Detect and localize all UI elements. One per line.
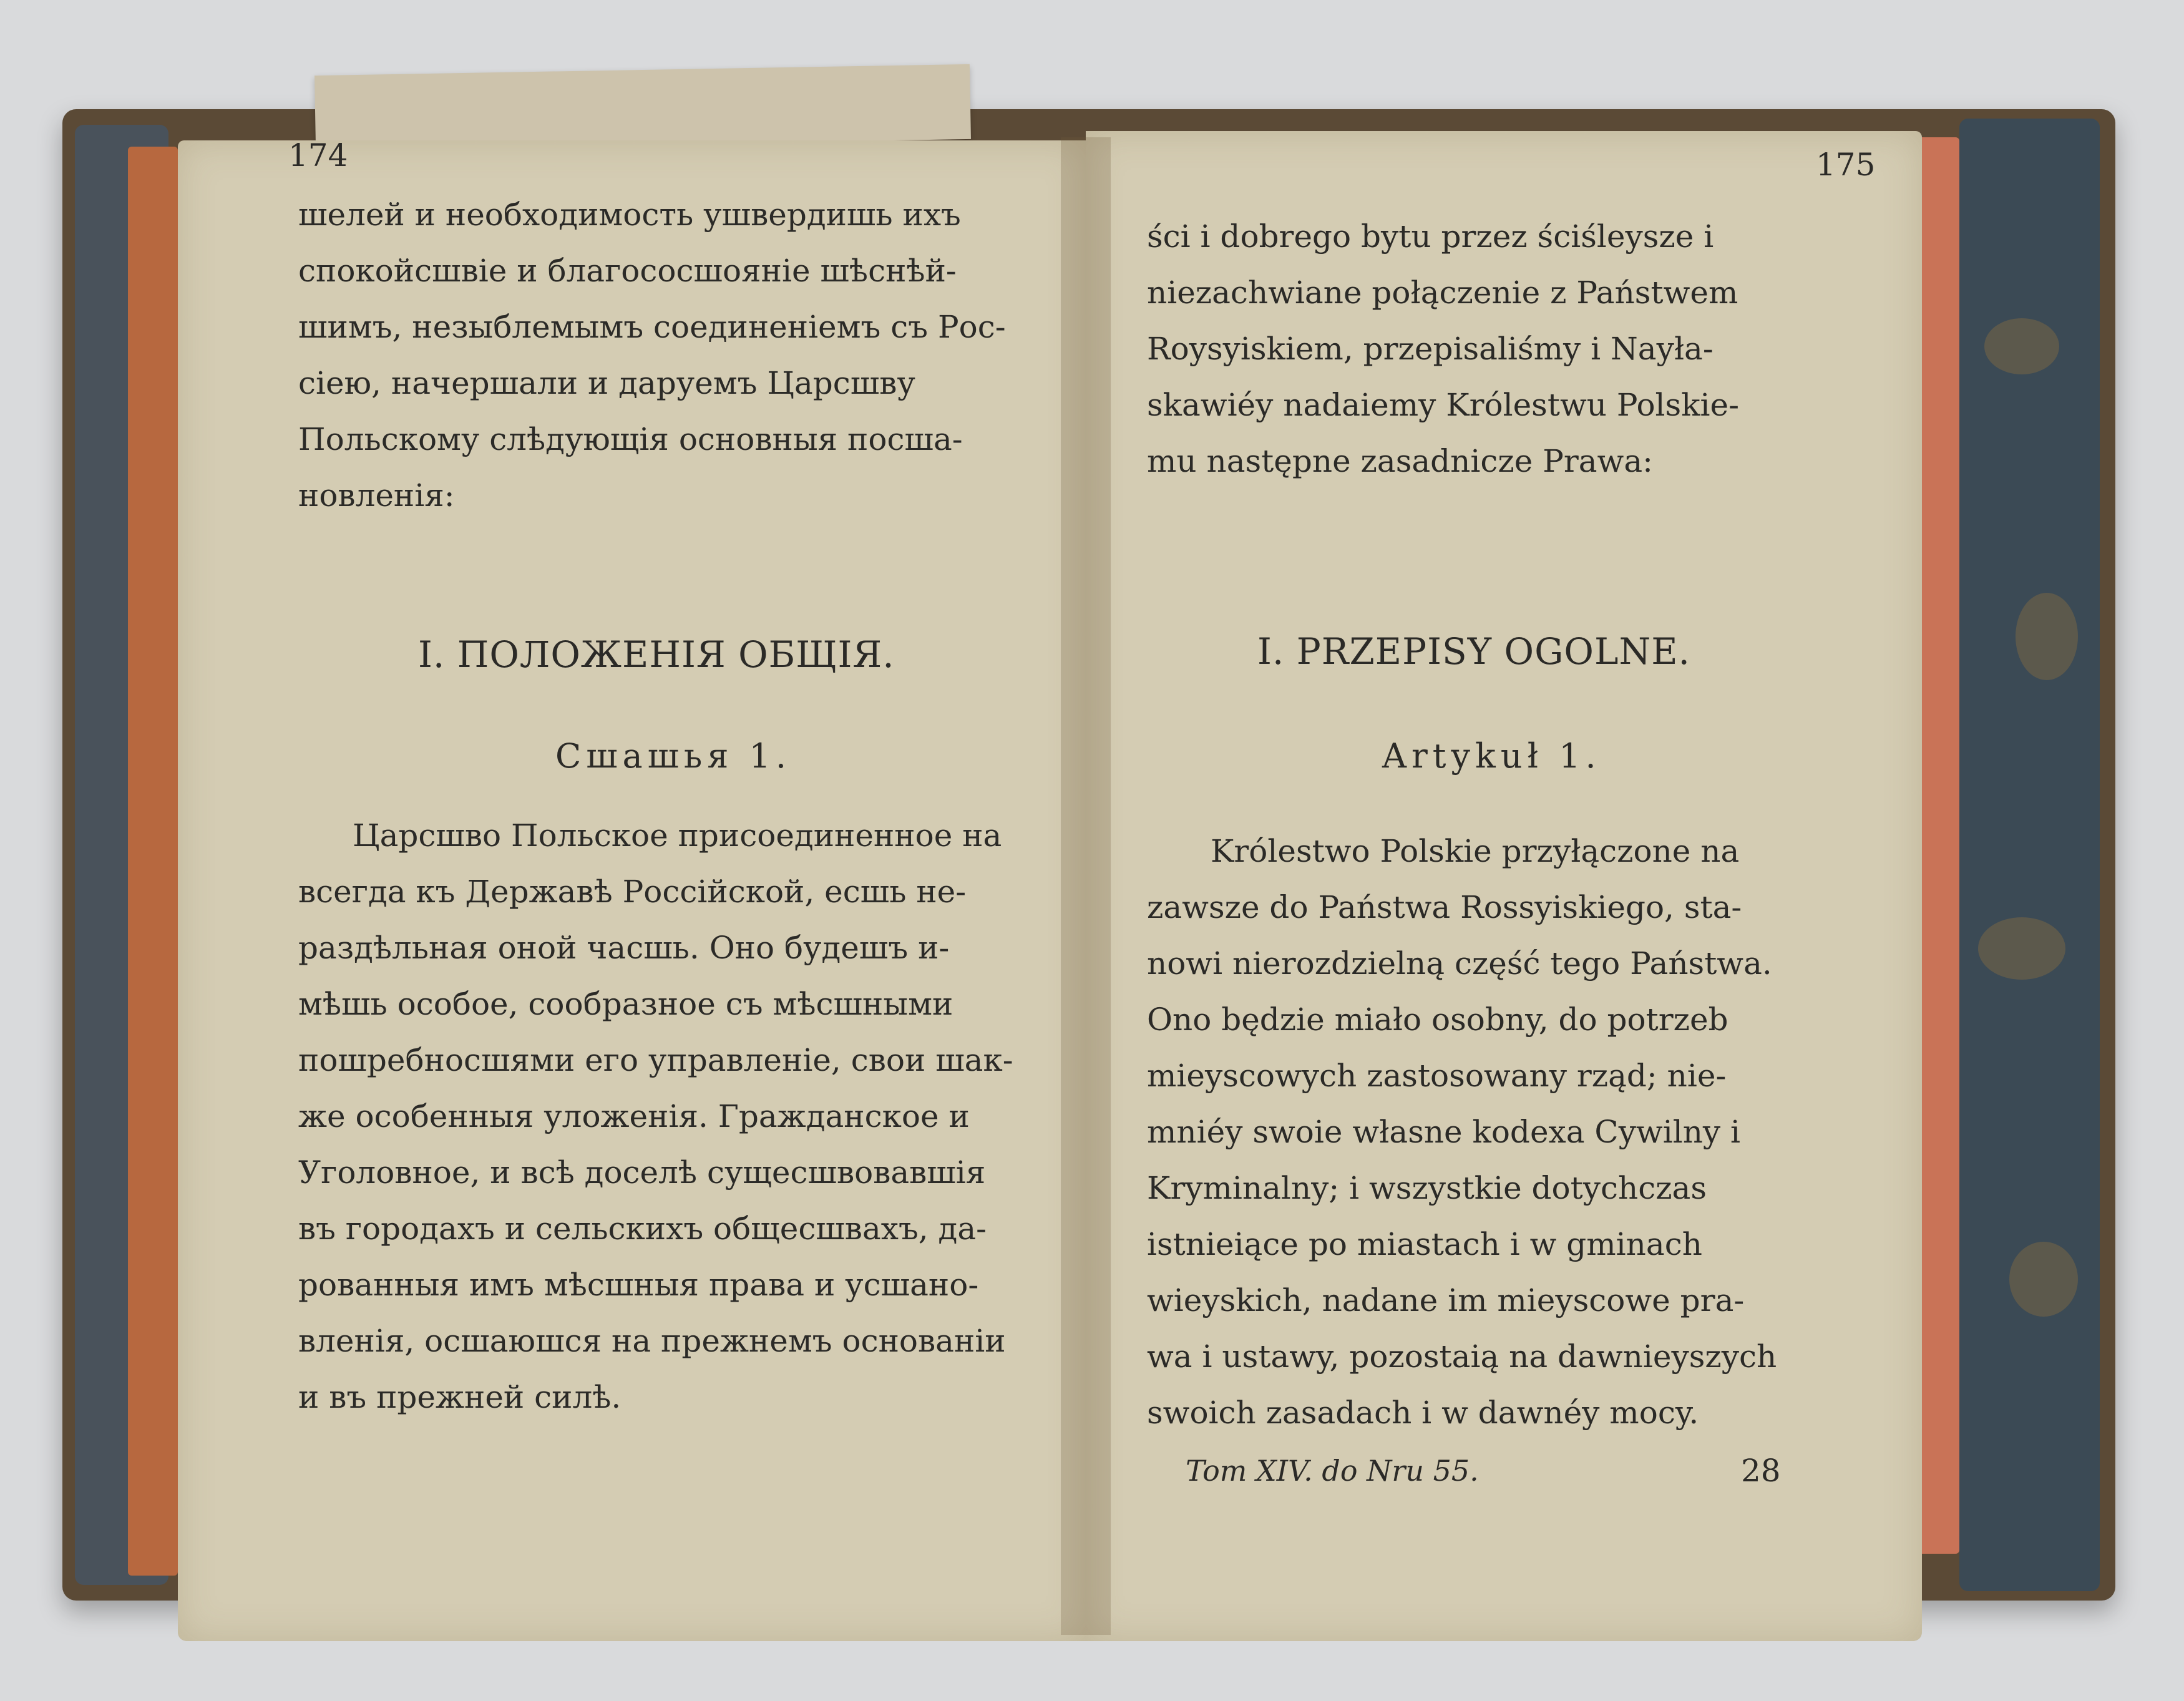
left-section-heading: I. ПОЛОЖЕНІЯ ОБЩІЯ. (418, 633, 895, 676)
left-page-number: 174 (288, 137, 348, 173)
right-body-line-10: wa i ustawy, pozostaią na dawnieyszych (1147, 1338, 1777, 1375)
left-body-line-11: и въ прежней силѣ. (298, 1379, 622, 1415)
right-body-line-8: istnieiące po miastach i w gminach (1147, 1226, 1702, 1262)
folded-paper-flap (314, 64, 971, 150)
left-body-line-9: рованныя имъ мѣсшныя права и усшано- (298, 1267, 979, 1303)
left-intro-line-3: шимъ, незыблемымъ соединеніемъ съ Рос- (298, 309, 1006, 345)
left-body-line-7: Уголовное, и всѣ доселѣ сущесшвовавшія (298, 1154, 986, 1191)
left-body-line-4: мѣшь особое, сообразное съ мѣсшными (298, 986, 953, 1022)
left-intro-line-5: Польскому слѣдующія основныя посша- (298, 421, 963, 457)
left-body-line-2: всегда къ Державѣ Россійской, есшь не- (298, 874, 967, 910)
left-body-line-5: пошребносшями его управленіе, свои шак- (298, 1042, 1013, 1078)
left-body-line-1: Царсшво Польское присоединенное на (353, 817, 1002, 854)
right-footer-sheet-number: 28 (1741, 1453, 1781, 1489)
book-gutter (1061, 137, 1111, 1635)
right-section-heading: I. PRZEPISY OGOLNE. (1257, 630, 1690, 673)
left-article-title: Сшашья 1. (555, 736, 792, 776)
right-footer-signature: Tom XIV. do Nru 55. (1186, 1454, 1479, 1488)
left-body-line-10: вленія, осшаюшся на прежнемъ основаніи (298, 1323, 1006, 1359)
right-article-title: Artykuł 1. (1382, 736, 1601, 776)
marbled-board-right (1959, 119, 2100, 1591)
right-body-line-6: mniéy swoie własne kodexa Cywilny i (1147, 1114, 1741, 1150)
right-body-line-5: mieyscowych zastosowany rząd; nie- (1147, 1058, 1727, 1094)
right-body-line-2: zawsze do Państwa Rossyiskiego, sta- (1147, 889, 1742, 925)
right-intro-line-1: ści i dobrego bytu przez ściśleysze i (1147, 218, 1714, 255)
right-body-line-3: nowi nierozdzielną część tego Państwa. (1147, 945, 1772, 982)
right-intro-line-5: mu następne zasadnicze Prawa: (1147, 443, 1654, 479)
right-body-line-11: swoich zasadach i w dawnéy mocy. (1147, 1395, 1699, 1431)
right-intro-line-2: niezachwiane połączenie z Państwem (1147, 275, 1738, 311)
left-body-line-3: раздѣльная оной часшь. Оно будешъ и- (298, 930, 950, 966)
red-page-edges-left (128, 147, 178, 1576)
right-page-number: 175 (1816, 147, 1876, 183)
left-intro-line-1: шелей и необходимость ушвердишь ихъ (298, 197, 961, 233)
left-intro-line-4: сіею, начершали и даруемъ Царсшву (298, 365, 915, 401)
left-body-line-6: же особенныя уложенія. Гражданское и (298, 1098, 970, 1134)
right-body-line-9: wieyskich, nadane im mieyscowe pra- (1147, 1282, 1745, 1318)
right-body-line-7: Kryminalny; i wszystkie dotychczas (1147, 1170, 1707, 1206)
left-intro-line-6: новленія: (298, 477, 455, 514)
right-body-line-1: Królestwo Polskie przyłączone na (1211, 833, 1740, 869)
right-intro-line-3: Roysyiskiem, przepisaliśmy i Nayła- (1147, 331, 1714, 367)
right-body-line-4: Ono będzie miało osobny, do potrzeb (1147, 1002, 1728, 1038)
right-intro-line-4: skawiéy nadaiemy Królestwu Polskie- (1147, 387, 1739, 423)
left-body-line-8: въ городахъ и сельскихъ общесшвахъ, да- (298, 1211, 987, 1247)
left-intro-line-2: спокойсшвіе и благососшояніе шѣснѣй- (298, 253, 957, 289)
